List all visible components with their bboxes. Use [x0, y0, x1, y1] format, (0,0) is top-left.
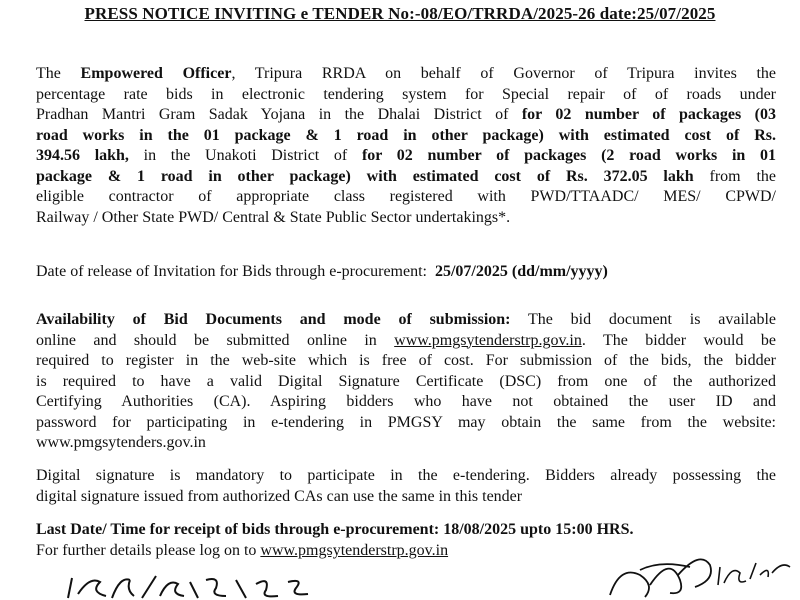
digital-signature-paragraph [36, 466, 776, 507]
further-details-text: For further details please log on to [36, 542, 261, 559]
intro-text: in the Unakoti District of [128, 147, 362, 164]
availability-paragraph [36, 310, 776, 454]
intro-paragraph [36, 64, 776, 228]
intro-line-7: eligible contractor of appropriate class registered with PWD/TTAADC/ MES/ CPWD/ [36, 188, 776, 205]
last-date-value: : 18/08/2025 upto 15:00 HRS. [433, 521, 634, 538]
last-date-label: Last Date/ Time for receipt of bids through e-procurement [36, 521, 434, 538]
availability-text: The bid document is available [510, 311, 776, 328]
dhalai-packages-text: for 02 number of packages (03 [521, 106, 776, 123]
intro-line-6 [36, 167, 776, 188]
digital-line-1: Digital signature is mandatory to participate in the e-tendering. Bidders already possessing the [36, 467, 776, 484]
handwritten-reference-number [60, 574, 320, 600]
page-title: PRESS NOTICE INVITING e TENDER No:-08/EO/TRRDA/2025-26 date:25/07/2025 [84, 4, 716, 23]
availability-text: . The bidder would be [581, 331, 776, 349]
release-date-label: Date of release of Invitation for Bids through e-procurement: [36, 263, 427, 280]
intro-text: , Tripura RRDA on behalf of Governor of Tripura invites the [231, 65, 777, 82]
empowered-officer-label: Empowered Officer [80, 65, 232, 82]
availability-line-6: password for participating in e-tendering in PMGSY may obtain the same from the website: [36, 413, 776, 431]
further-details-line [36, 541, 776, 562]
intro-line-2: percentage rate bids in electronic tendering system for Special repair of of roads under [36, 85, 776, 103]
digital-line-2: digital signature issued from authorized CAs can use the same in this tender [36, 487, 523, 505]
availability-line-4: is required to have a valid Digital Signature Certificate (DSC) from one of the authorized [36, 372, 776, 390]
availability-line-1 [36, 310, 776, 331]
intro-line-8: Railway / Other State PWD/ Central & State Public Sector undertakings*. [36, 208, 511, 226]
dhalai-cost-text: 394.56 lakh, [36, 147, 129, 164]
intro-text: Pradhan Mantri Gram Sadak Yojana in the Dhalai District of [36, 106, 522, 123]
tender-portal-link[interactable]: www.pmgsytenderstrp.gov.in [394, 331, 582, 349]
intro-text: The [36, 65, 81, 82]
unakoti-packages-text: for 02 number of packages (2 road works in 01 [361, 147, 777, 164]
availability-line-3: required to register in the web-site which is free of cost. For submission of the bids, the bidder [36, 352, 776, 369]
availability-line-7: www.pmgsytenders.gov.in [36, 434, 206, 451]
last-date-line [36, 520, 776, 541]
release-date-value: 25/07/2025 (dd/mm/yyyy) [434, 263, 608, 280]
intro-line-3 [36, 105, 776, 126]
availability-heading: Availability of Bid Documents and mode of submission: [36, 311, 511, 328]
unakoti-cost-text: package & 1 road in other package) with estimated cost of Rs. 372.05 lakh [36, 167, 694, 185]
intro-text: from the [693, 167, 777, 185]
intro-line-4 [36, 126, 776, 147]
availability-line-2 [36, 331, 776, 352]
intro-line-5 [36, 146, 776, 167]
availability-line-5: Certifying Authorities (CA). Aspiring bidders who have not obtained the user ID and [36, 393, 776, 410]
intro-line-1 [36, 64, 776, 85]
further-details-link[interactable]: www.pmgsytenderstrp.gov.in [260, 542, 449, 559]
availability-text: online and should be submitted online in [36, 331, 395, 349]
release-date-line [36, 262, 776, 283]
dhalai-packages-text: road works in the 01 package & 1 road in other package) with estimated cost of Rs. [36, 126, 776, 144]
